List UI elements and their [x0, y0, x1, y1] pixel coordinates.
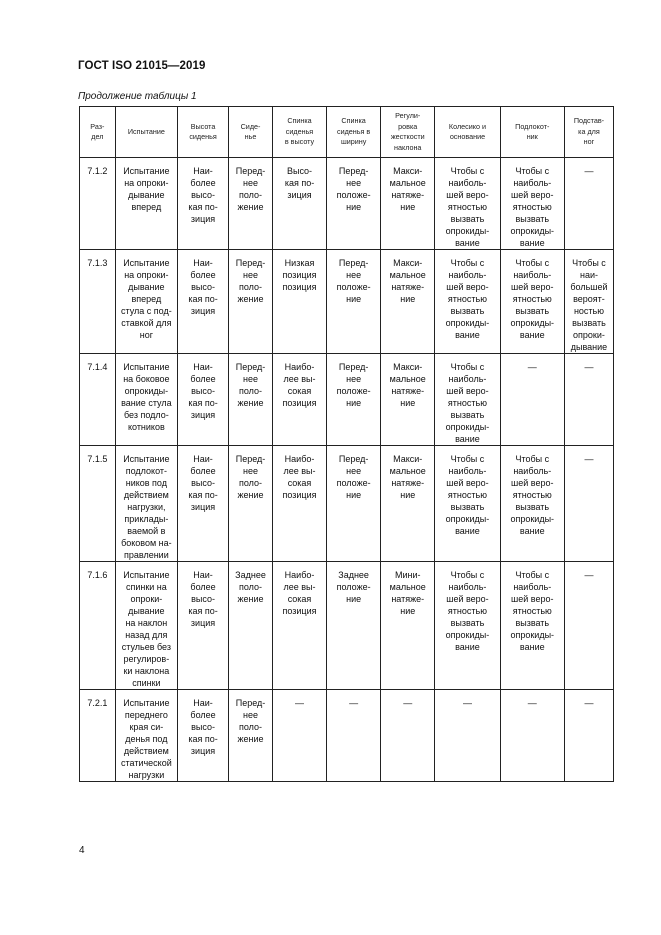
table-cell: Наи- более высо- кая по- зиция — [178, 158, 229, 250]
header-label: Спинка сиденья в высоту — [284, 116, 315, 147]
table-cell: Чтобы с наиболь- шей веро- ятностью вызвать опрокиды- вание — [435, 250, 500, 354]
table-row — [80, 690, 614, 782]
table-cell: Чтобы с наиболь- шей веро- ятностью вызвать опрокиды- вание — [500, 250, 564, 354]
table-cell: Перед- нее поло- жение — [229, 354, 273, 446]
header-label: Колесико и основание — [448, 121, 486, 141]
table-cell: Макси- мальное натяже- ние — [381, 158, 435, 250]
header-label: Раз- дел — [90, 121, 105, 141]
table-cell: Наибо- лее вы- сокая позиция — [272, 354, 326, 446]
table-cell: 7.1.6 — [80, 562, 116, 690]
table-cell: Чтобы с наиболь- шей веро- ятностью вызвать опрокиды- вание — [435, 158, 500, 250]
table-cell: Наи- более высо- кая по- зиция — [178, 354, 229, 446]
table-cell: — — [435, 690, 500, 782]
table-cell: Чтобы с наи- большей вероят- ностью вызвать опроки- дывание — [564, 250, 613, 354]
requirements-table — [79, 106, 614, 782]
table-cell: Испытание переднего края си- денья под действием статической нагрузки — [115, 690, 177, 782]
table-cell: Чтобы с наиболь- шей веро- ятностью вызвать опрокиды- вание — [500, 446, 564, 562]
table-cell: Испытание на опроки- дывание вперед — [115, 158, 177, 250]
header-cell-footrest — [564, 107, 613, 158]
table-cell: Макси- мальное натяже- ние — [381, 250, 435, 354]
table-cell: — — [564, 562, 613, 690]
table-row — [80, 250, 614, 354]
document-header: ГОСТ ISO 21015—2019 — [78, 60, 206, 72]
table-cell: — — [327, 690, 381, 782]
table-cell: Макси- мальное натяже- ние — [381, 354, 435, 446]
table-cell: Перед- нее положе- ние — [327, 250, 381, 354]
table-cell: — — [564, 158, 613, 250]
table-cell: — — [381, 690, 435, 782]
table-cell: 7.1.3 — [80, 250, 116, 354]
header-cell-seat-height — [178, 107, 229, 158]
table-cell: — — [564, 446, 613, 562]
table-row — [80, 158, 614, 250]
table-cell: Наибо- лее вы- сокая позиция — [272, 446, 326, 562]
header-label: Высота сиденья — [189, 121, 217, 141]
table-cell: Перед- нее положе- ние — [327, 446, 381, 562]
table-cell: Испытание на боковое опрокиды- вание стула без подло- котников — [115, 354, 177, 446]
table-cell: 7.1.5 — [80, 446, 116, 562]
table-cell: Испытание подлокот- ников под действием нагрузки, приклады- ваемой в боковом на- правлении — [115, 446, 177, 562]
table-row — [80, 562, 614, 690]
table-cell: — — [500, 690, 564, 782]
table-cell: Чтобы с наиболь- шей веро- ятностью вызвать опрокиды- вание — [500, 158, 564, 250]
table-cell: 7.1.4 — [80, 354, 116, 446]
table-cell: Наи- более высо- кая по- зиция — [178, 690, 229, 782]
table-cell: Высо- кая по- зиция — [272, 158, 326, 250]
table-cell: Заднее поло- жение — [229, 562, 273, 690]
header-label: Регули- ровка жесткости наклона — [390, 111, 425, 152]
table-cell: Перед- нее поло- жение — [229, 158, 273, 250]
table-cell: Наи- более высо- кая по- зиция — [178, 250, 229, 354]
table-cell: Перед- нее поло- жение — [229, 446, 273, 562]
table-row — [80, 354, 614, 446]
header-cell-backrest-width — [327, 107, 381, 158]
header-cell-section — [80, 107, 116, 158]
table-cell: Макси- мальное натяже- ние — [381, 446, 435, 562]
table-cell: — — [272, 690, 326, 782]
table-row — [80, 446, 614, 562]
header-cell-test — [115, 107, 177, 158]
header-cell-backrest-height — [272, 107, 326, 158]
table-cell: Чтобы с наиболь- шей веро- ятностью вызвать опрокиды- вание — [435, 354, 500, 446]
header-label: Подстав- ка для ног — [573, 116, 605, 147]
table-cell: 7.2.1 — [80, 690, 116, 782]
table-cell: Чтобы с наиболь- шей веро- ятностью вызвать опрокиды- вание — [500, 562, 564, 690]
page-number: 4 — [79, 845, 85, 856]
table-cell: Наибо- лее вы- сокая позиция — [272, 562, 326, 690]
header-label: Испытание — [127, 126, 165, 136]
table-cell: Перед- нее поло- жение — [229, 250, 273, 354]
header-label: Спинка сиденья в ширину — [337, 116, 371, 147]
table-cell: — — [564, 690, 613, 782]
header-cell-castors-base — [435, 107, 500, 158]
table-cell: Низкая позиция позиция — [272, 250, 326, 354]
table-cell: Мини- мальное натяже- ние — [381, 562, 435, 690]
table-cell: Заднее положе- ние — [327, 562, 381, 690]
table-cell: Испытание на опроки- дывание вперед стула с под- ставкой для ног — [115, 250, 177, 354]
table-cell: Чтобы с наиболь- шей веро- ятностью вызвать опрокиды- вание — [435, 562, 500, 690]
table-cell: Перед- нее положе- ние — [327, 354, 381, 446]
header-cell-seat — [229, 107, 273, 158]
header-label: Сиде- нье — [240, 121, 261, 141]
header-cell-armrest — [500, 107, 564, 158]
table-cell: Перед- нее положе- ние — [327, 158, 381, 250]
table-cell: 7.1.2 — [80, 158, 116, 250]
table-caption: Продолжение таблицы 1 — [78, 91, 197, 102]
table-cell: Испытание спинки на опроки- дывание на наклон назад для стульев без регулиров- ки наклона спинки — [115, 562, 177, 690]
table-cell: Наи- более высо- кая по- зиция — [178, 562, 229, 690]
table-cell: — — [500, 354, 564, 446]
header-cell-tilt-tension — [381, 107, 435, 158]
table-cell: Наи- более высо- кая по- зиция — [178, 446, 229, 562]
header-label: Подлокот- ник — [515, 121, 550, 141]
table-cell: — — [564, 354, 613, 446]
table-cell: Чтобы с наиболь- шей веро- ятностью вызвать опрокиды- вание — [435, 446, 500, 562]
table-header-row — [80, 107, 614, 158]
table-cell: Перед- нее поло- жение — [229, 690, 273, 782]
